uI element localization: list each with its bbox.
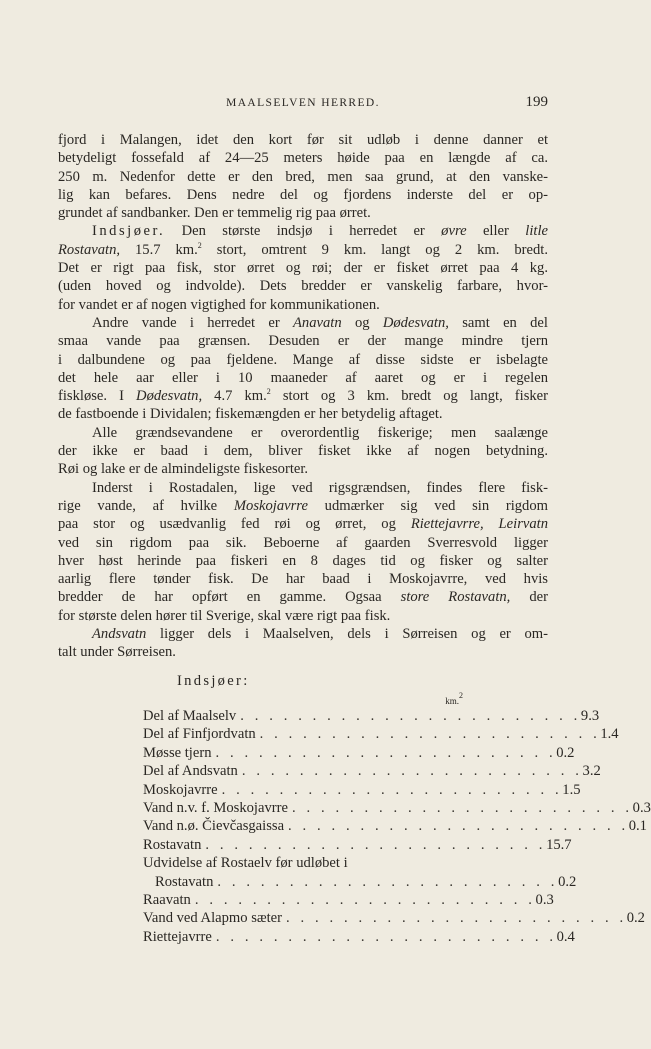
- lake-area-table: [143, 673, 651, 946]
- text-line: smaa vande paa grænsen. Desuden er der mange mindre tjern: [58, 333, 548, 350]
- table-row: [143, 836, 572, 854]
- area-value: 15.7: [546, 836, 572, 853]
- dot-leader: . . . . . . . . . . . . . . . . . . . . . . . .: [259, 726, 601, 743]
- lake-name: Riettejavrre: [143, 928, 212, 945]
- text-line: bredder de har opført en gamme. Ogsaa store Rostavatn, der: [58, 589, 548, 606]
- table-row: [143, 781, 581, 799]
- area-value: 9.3: [580, 708, 600, 724]
- text-line: Indsjøer. Den største indsjø i herredet er øvre eller litle: [92, 223, 548, 240]
- paragraph-4: [58, 424, 548, 479]
- lake-name: Vand ved Alapmo sæter: [143, 910, 283, 927]
- lake-name: Vand n.ø. Čievčasgaissa: [143, 818, 285, 835]
- area-value: 0.1: [628, 818, 647, 835]
- table-rows: [143, 707, 651, 946]
- text-line: i dalbundene og paa fjeldene. Mange af disse sidste er isbelagte: [58, 351, 548, 368]
- body-text: [58, 131, 548, 662]
- text-line: 250 m. Nedenfor dette er den bred, men saa grund, at den vanske-: [58, 168, 548, 185]
- text-line: paa stor og usædvanlig fed røi og ørret, og Riettejavrre, Leirvatn: [58, 516, 548, 533]
- dot-leader: . . . . . . . . . . . . . . . . . . . . . . . .: [221, 781, 563, 798]
- lake-name: Vand n.v. f. Moskojavrre: [143, 799, 288, 816]
- lake-name: Moskojavrre: [143, 781, 218, 798]
- text-line: for største delen hører til Sverige, skal være rigt paa fisk.: [58, 607, 391, 624]
- dot-leader: . . . . . . . . . . . . . . . . . . . . . . . .: [291, 799, 633, 816]
- text-line: hver høst herinde paa fiskeri en 8 dages tid og fisker og salter: [58, 552, 548, 569]
- dot-leader: . . . . . . . . . . . . . . . . . . . . . . . .: [194, 891, 536, 908]
- lake-name: Del af Maalselv: [143, 708, 237, 724]
- text-line: Rostavatn, 15.7 km.$^2$ stort, omtrent 9 km. langt og 2 km. bredt.: [58, 240, 548, 258]
- area-value: 0.2: [558, 873, 577, 890]
- lake-name: Del af Andsvatn: [143, 763, 238, 780]
- table-row: [143, 707, 600, 725]
- dot-leader: . . . . . . . . . . . . . . . . . . . . . . . .: [205, 836, 547, 853]
- dot-leader: . . . . . . . . . . . . . . . . . . . . . . . .: [215, 928, 557, 945]
- text-line: talt under Sørreisen.: [58, 644, 176, 661]
- table-row: [143, 873, 577, 891]
- dot-leader: . . . . . . . . . . . . . . . . . . . . . . . .: [217, 873, 559, 890]
- text-line: Alle grændsevandene er overordentlig fiskerige; men saalænge: [92, 424, 548, 441]
- area-value: 0.4: [556, 928, 575, 945]
- lake-name: Rostavatn: [143, 836, 202, 853]
- text-line: fiskløse. I Dødesvatn, 4.7 km.$^2$ stort og 3 km. bredt og langt, fisker: [58, 387, 549, 405]
- text-line: Andre vande i herredet er Anavatn og Dødesvatn, samt en del: [92, 314, 548, 331]
- area-value: 3.2: [582, 763, 601, 780]
- text-line: grundet af sandbanker. Den er temmelig rig paa ørret.: [58, 205, 371, 222]
- area-value: [429, 854, 463, 872]
- text-line: Andsvatn ligger dels i Maalselven, dels i Sørreisen og er om-: [92, 626, 548, 643]
- lake-name: Rostavatn: [155, 873, 214, 890]
- text-line: Røi og lake er de almindeligste fiskesorter.: [58, 461, 309, 478]
- area-value: 0.2: [556, 744, 575, 761]
- table-row: [143, 799, 651, 817]
- text-line: aarlig flere tønder fisk. De har baad i Moskojavrre, ved hvis: [58, 571, 548, 588]
- text-line: der ikke er baad i dem, bliver fisket ikke af nogen betydning.: [58, 443, 548, 460]
- area-value: 0.3: [632, 799, 651, 816]
- area-value: 0.2: [626, 910, 645, 927]
- table-row: [143, 744, 575, 762]
- paragraph-2: [58, 222, 548, 313]
- paragraph-3: [58, 314, 548, 424]
- unit-label: km.$^2$: [445, 691, 463, 706]
- area-value: 1.4: [600, 726, 619, 743]
- table-heading: Indsjøer:: [177, 673, 250, 689]
- page-number: 199: [525, 94, 548, 110]
- dot-leader: [348, 854, 429, 872]
- table-row: [143, 891, 554, 909]
- text-line: lig kan befares. Dens nedre del og fjordens inderste del er op-: [58, 186, 548, 203]
- running-title: MAALSELVEN HERRED.: [226, 97, 380, 109]
- dot-leader: . . . . . . . . . . . . . . . . . . . . . . . .: [215, 744, 557, 761]
- table-row: [143, 928, 575, 946]
- text-line: de fastboende i Dividalen; fiskemængden er her betydelig aftaget.: [58, 406, 443, 423]
- lake-name: Del af Finfjordvatn: [143, 726, 256, 743]
- text-line: Inderst i Rostadalen, lige ved rigsgrændsen, findes flere fisk-: [92, 479, 548, 496]
- text-line: (uden hoved og indvolde). Dets bredder er vanskelig farbare, hvor-: [58, 278, 548, 295]
- dot-leader: . . . . . . . . . . . . . . . . . . . . . . . .: [288, 818, 629, 835]
- dot-leader: . . . . . . . . . . . . . . . . . . . . . . . .: [286, 910, 627, 927]
- text-line: betydeligt fossefald af 24—25 meters høide paa en længde af ca.: [58, 150, 548, 167]
- paragraph-1: [58, 131, 548, 222]
- dot-leader: . . . . . . . . . . . . . . . . . . . . . . . .: [241, 763, 583, 780]
- table-row: [143, 725, 619, 743]
- text-line: det hele aar eller i 10 maaneder af aaret og er i regelen: [58, 369, 548, 386]
- lake-name: Raavatn: [143, 891, 191, 908]
- table-row: [143, 817, 647, 835]
- dot-leader: . . . . . . . . . . . . . . . . . . . . . . . .: [240, 708, 581, 724]
- section-label: Indsjøer.: [92, 223, 166, 240]
- lake-name: Udvidelse af Rostaelv før udløbet i: [143, 855, 348, 872]
- lake-name: Møsse tjern: [143, 744, 212, 761]
- text-line: fjord i Malangen, idet den kort før sit udløb i denne danner et: [58, 132, 548, 148]
- paragraph-6: [58, 625, 548, 662]
- page-header: [58, 94, 548, 114]
- text-line: ved sin rigdom paa sik. Beboerne af gaarden Sverresvold ligger: [58, 534, 548, 551]
- text-line: Det er rigt paa fisk, stor ørret og røi; der er fisket ørret paa 4 kg.: [58, 260, 548, 277]
- area-value: 0.3: [535, 891, 554, 908]
- table-row: [143, 762, 601, 780]
- paragraph-5: [58, 479, 548, 625]
- text-line: for vandet er af nogen vigtighed for kommunikationen.: [58, 296, 380, 313]
- table-row: [143, 854, 463, 872]
- table-row: [143, 909, 645, 927]
- text-line: rige vande, af hvilke Moskojavrre udmærker sig ved sin rigdom: [58, 497, 548, 514]
- area-value: 1.5: [562, 781, 581, 798]
